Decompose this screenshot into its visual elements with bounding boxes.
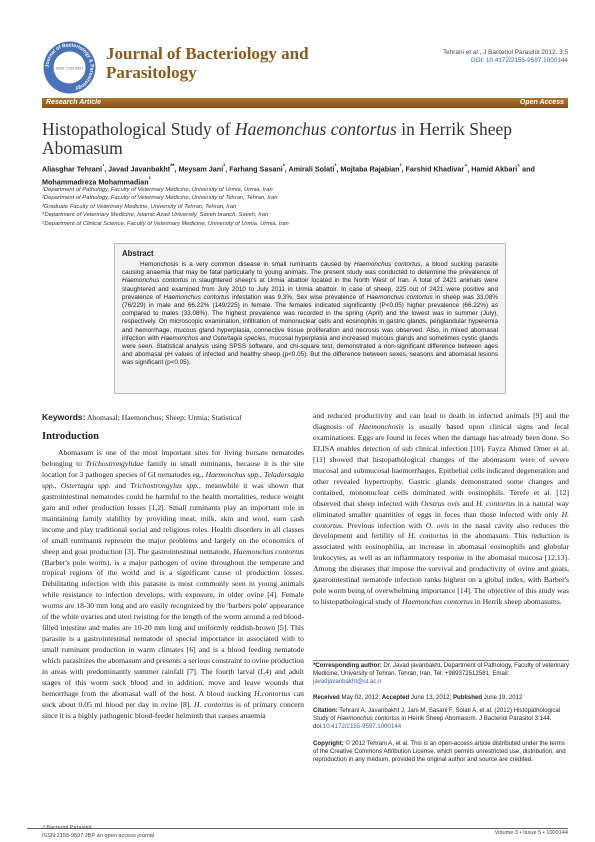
abstract-span: , mucosal hyperplasia and increased mucous glands and sometimes cystic glands were seen. Statistical analysis using SPSS software, and chi-square test, demonstrated a non-significant difference between ages and abomasal pH values of infected and healthy sheep (p<0.05). But the difference between sexes, seasons and abomasal lesions was significant (p<0.05). bbox=[122, 334, 498, 367]
corresponding-label: *Corresponding author: bbox=[313, 662, 382, 669]
body-italic: Teladorsagia spp. bbox=[42, 469, 304, 490]
citation-note bbox=[313, 707, 569, 732]
abstract-italic: Haemonchus contortus bbox=[122, 277, 189, 285]
accepted-date: June 13, 2012; bbox=[409, 694, 453, 701]
body-text: in the nasal cavity also reduces the development and fertility of bbox=[313, 520, 569, 541]
title-part-end: in Herrik Sheep bbox=[396, 119, 513, 139]
journal-name-line1: Journal of Bacteriology and bbox=[106, 44, 309, 63]
footer-issn: ISSN:2155-9597 JBP an open access journal bbox=[42, 833, 155, 839]
header-citation-text: Tehrani et al., J Bacteriol Parasitol 2012, 3:5 bbox=[442, 49, 568, 56]
email-link[interactable]: javadjavanbakht@ut.ac.ir bbox=[313, 678, 382, 686]
body-italic: H. contortus bbox=[313, 509, 569, 530]
affiliation: ³Graduate Faculty of Veterinary Medicine, University of Tehran, Tehran, Iran bbox=[42, 203, 237, 210]
citation-text: in Herrik Sheep Abomasum. J Bacteriol Parasitol 3:144. doi: bbox=[313, 715, 552, 731]
citation-label: Citation: bbox=[313, 707, 338, 714]
author-affil-mark: ² bbox=[282, 164, 285, 170]
article-type-label: Research Article bbox=[46, 99, 101, 106]
body-italic: Haemonchus contortus bbox=[233, 546, 304, 556]
abstract-heading: Abstract bbox=[122, 249, 154, 258]
body-text: in Herrik sheep abomasums. bbox=[472, 597, 562, 607]
body-text: and reduced productivity and can lead to death in infected animals [9] and the diagnosis of bbox=[313, 411, 569, 431]
abstract-span: Hemonchosis is a very common disease in small ruminants caused by bbox=[140, 261, 354, 268]
body-italic: Trichostrongylidae bbox=[85, 458, 144, 468]
affiliation-list bbox=[42, 186, 568, 228]
journal-seal-logo-icon bbox=[42, 40, 97, 95]
body-text: , bbox=[260, 469, 264, 479]
copyright-label: Copyright: bbox=[313, 740, 344, 747]
citation-doi-link[interactable]: 10.4172/2155-9597.1000144 bbox=[322, 723, 402, 731]
body-italic: Trichostrongylus spp. bbox=[130, 480, 199, 490]
article-type-band bbox=[42, 98, 568, 108]
intro-column-right bbox=[313, 411, 569, 651]
author-name: and Mohammadreza Mohammadian bbox=[42, 164, 535, 187]
published-label: Published bbox=[452, 694, 483, 701]
received-date: May 02, 2012; bbox=[339, 694, 382, 701]
author-affil-mark: ⁴ bbox=[464, 164, 468, 170]
body-italic: Oestrus ovis bbox=[420, 498, 460, 508]
section-heading-introduction: Introduction bbox=[42, 431, 99, 442]
body-text: and bbox=[110, 480, 131, 490]
body-text: and bbox=[459, 498, 477, 508]
author-name: , Hamid Akbari bbox=[467, 164, 518, 174]
citation-italic: Haemonchus contortus bbox=[337, 715, 400, 723]
author-name: , Mojtaba Rajabian bbox=[336, 164, 400, 174]
keywords-label: Keywords: bbox=[42, 412, 86, 422]
keywords bbox=[42, 412, 304, 423]
journal-logo bbox=[42, 40, 97, 95]
article-dates bbox=[313, 694, 569, 702]
body-text: Abomasum is one of the most important sites for living bursate nematodes belonging to bbox=[42, 448, 304, 468]
author-affil-mark: ¹ bbox=[102, 164, 105, 170]
journal-name-line2: Parasitology bbox=[106, 63, 197, 82]
title-species: Haemonchus contortus bbox=[234, 119, 397, 139]
body-italic: H.contortus bbox=[254, 688, 291, 698]
body-italic: H. contortus bbox=[194, 699, 234, 709]
published-date: June 19, 2012 bbox=[482, 694, 523, 701]
abstract-span: in slaughtered sheep's at Urmia abattoir located in the North West of Iran. A total of 2421 animals were slaughtered and examined from July 2010 to July 2011 in Urmia abattoir. In case of sheep, 225 out of 2421 were positive and prevalence of bbox=[122, 277, 498, 301]
body-text: (Barber's pole worm), is a major pathogen of ovine throughout the temperate and tropical regions of the world and is a significant cause of production losses. Debilitating infection with this parasite is most commonly seen in young animals while resistance to infection develops, with exposure, in older ovine [4]. Female worms are 18-30 mm long and are easily recognized by the 'barbers pole' appearance of the white ovaries and uteri twisting for the length of the worm around a red blood-filled intestine and males are 10-20 mm long and uniformly reddish-brown [5]. This parasite is a gastrointestinal nematode of special importance in associated with to small ruminant production in warm climates [6] and is a blood feeding nematode which parasitizes the abomasum and presents a serious constraint to ovine production in areas with predominantly summer rainfall [7]. The fourth larval (L4) and adult stages of this worm suck blood and in addition, move and leave wounds that hemorrhage from the abomasal wall of the host. A blood sucking bbox=[42, 557, 304, 698]
affiliation: ⁵Department of Clinical Science, Faculty of Veterinary Medicine, University of Urmia, Urmia, Iran bbox=[42, 220, 289, 227]
abstract-italic: Haemonchus contortus bbox=[366, 293, 433, 301]
footer-journal-abbrev: J Bacteriol Parasitol bbox=[42, 825, 92, 831]
footnote-divider bbox=[313, 660, 569, 661]
accepted-label: Accepted bbox=[381, 694, 410, 701]
body-italic: Ostertagia spp. bbox=[60, 480, 111, 490]
copyright-text: © 2012 Tehrani A, et al. This is an open-access article distributed under the terms of the Creative Commons Attribution License, which permits unrestricted use, distribution, and reproduction in any medium, provided the original author and source are credited. bbox=[313, 740, 566, 764]
body-italic: O. ovis bbox=[425, 520, 450, 530]
author-name: , Farhang Sasani bbox=[225, 164, 283, 174]
corresponding-author-note bbox=[313, 662, 569, 687]
body-text: family in small ruminants, because it is the site location for 3 pathogen species of GI nematodes eg., bbox=[42, 458, 304, 479]
corresponding-text: Dr. Javad javanbakht, Department of Pathology, Faculty of veterinary Medicine, University of Tehran, Tehran, Iran, Tel: +989372512581; Email: bbox=[313, 662, 569, 678]
body-text: . Previous infection with bbox=[341, 520, 426, 530]
author-affil-mark: ³ bbox=[334, 164, 337, 170]
abstract-italic: Haemonchus contortus bbox=[353, 261, 421, 268]
body-text: , bbox=[54, 480, 61, 490]
body-text: is of primary concern since it is a highly pathogenic blood-feeder helminth that causes anaemia bbox=[42, 699, 304, 720]
title-line2: Abomasum bbox=[42, 138, 123, 158]
abstract-box bbox=[114, 243, 506, 394]
intro-column-left bbox=[42, 448, 304, 818]
title-part: Histopathological Study of bbox=[42, 119, 235, 139]
body-text: in the abomasum. This reduction is associated with eosinophilia, an increase in abomasal eosinophils and globular leukocytes, as well as an inflammatory response in the abomasal mucosa [12,13]. Among the diseases that impose the survival and productivity of ovine and goats, gastrointestinal nematode infection ranks highest on a global index, with Barber's pole worm being of overwhelming importance [14]. The objective of this study was to histopathological study of bbox=[313, 531, 569, 607]
author-affil-mark: ³ bbox=[148, 176, 151, 183]
author-name: , Meysam Jani bbox=[174, 164, 224, 174]
article-title bbox=[42, 120, 568, 158]
abstract-span: , a blood sucking parasite causing anaemia that may be fatal particularly to young animals. The present study was conducted to determine the prevalence of bbox=[122, 261, 498, 277]
body-text: , meanwhile it was shown that gastrointestinal nematodes could be harmful to the health mortalities, reduce weight gain and other production losses [1,2]. Small ruminants play an important role in maintaining family stability by providing meat, milk, skin and wool, earn cash income and play traditional social and religious roles. Health disorders in all classes of small ruminants represent the major problems and largely on the economics of sheep and goat production [3]. The gastrointestinal nematode, bbox=[42, 480, 304, 556]
body-text: is usually based upon clinical signs and fecal examinations. Eggs are found in feces when the damage has already been done. So ELISA enables detection of sub clinical infection [10]. Fayza Ahmed Omer et al. [11] showed that histopathological changes of the abomasum were of severe mucosal and submucosal haemorrhages. Epithelial cells indicated degeneration and other revealed hypertrophy. Gastric glands demonstrated some changes and contained, mononuclear cells dominated with eosinophils. Terefe et al. [12] observed that sheep infected with bbox=[313, 421, 569, 508]
footer-journal bbox=[42, 824, 154, 840]
affiliation: ⁴Department of Veterinary Medicine, Islamic Azad University, Saveh branch, Saveh, Iran bbox=[42, 212, 269, 219]
copyright-note bbox=[313, 740, 569, 765]
body-italic: Haemonchus spp. bbox=[205, 469, 261, 479]
author-affil-mark: ⁵ bbox=[517, 164, 521, 170]
abstract-span: in sheep was 33.08% (76/229) in male and 66.22% (149/225) in female. The females indicated significantly (P<0.05) higher prevalence (66.22%) as compared to males (33.08%). The highest prevalence was recorded in the spring (April) and the lowest was in summer (July), respectively. On microscopic examination, infiltration of mononuclear cells and eosinophils in gastric glands, periglandular hyperemia and hemorrhage, mucous gland hyperplasia, connective tissue proliferation and necrosis was observed. Also, in mixed abomasal infection with bbox=[122, 293, 499, 342]
author-name: , Farshid Khadivar bbox=[401, 164, 465, 174]
author-name: Aliasghar Tehrani bbox=[42, 164, 103, 174]
header-citation bbox=[338, 49, 568, 65]
affiliation: ¹Department of Pathology, Faculty of Veterinary Medicine, University of Urmia, Urmia, Iran bbox=[42, 187, 273, 193]
author-affil-mark: ³ bbox=[399, 164, 402, 170]
body-text: can suck about 0.05 ml blood per day in ovine [8]. bbox=[42, 688, 304, 709]
open-access-label: Open Access bbox=[519, 99, 564, 106]
keywords-text: Abomasal; Haemonchus; Sheep; Urmia; Statistical bbox=[85, 413, 242, 422]
abstract-italic: Haemonchus contortus bbox=[163, 293, 230, 301]
citation-text: Tehrani A, Javanbakht J, Jani M, Sasani F, Solati A, et al. (2012) Histopathological Study of bbox=[313, 707, 561, 723]
author-name: , Javad Javanbakht bbox=[104, 164, 171, 174]
seal-text: Journal of Bacteriology & Parasitology bbox=[44, 42, 95, 92]
footer-volume-issue: Volume 3 • Issue 5 • 1000144 bbox=[494, 830, 568, 836]
header-doi-link[interactable]: DOI: 10.4172/2155-9597.1000144 bbox=[470, 57, 568, 64]
author-name: , Amirali Solati bbox=[284, 164, 335, 174]
affiliation: ²Department of Pathology, Faculty of Veterinary Medicine, University of Tehran, Tehran, Iran bbox=[42, 195, 278, 202]
body-text: in a natural way eliminated smaller quantities of eggs in feces than those infected with only bbox=[313, 498, 569, 519]
author-affil-mark: ²* bbox=[170, 164, 175, 170]
body-italic: H. contortus bbox=[476, 498, 516, 508]
seal-issn: ISSN: 2155-9597 bbox=[55, 66, 84, 71]
abstract-text bbox=[122, 261, 498, 368]
author-affil-mark: ² bbox=[223, 164, 226, 170]
body-italic: Haemonchosis bbox=[358, 421, 404, 431]
received-label: Received bbox=[313, 694, 340, 701]
author-list bbox=[42, 162, 568, 188]
body-italic: H. contortus bbox=[408, 531, 449, 541]
journal-name bbox=[106, 44, 346, 82]
body-italic: Haemonchus contortus bbox=[402, 597, 473, 607]
abstract-span: infestation was 9.3%. Sex wise prevalence of bbox=[229, 293, 367, 301]
abstract-italic: Haemonchus and Ostertagia species bbox=[160, 334, 266, 342]
